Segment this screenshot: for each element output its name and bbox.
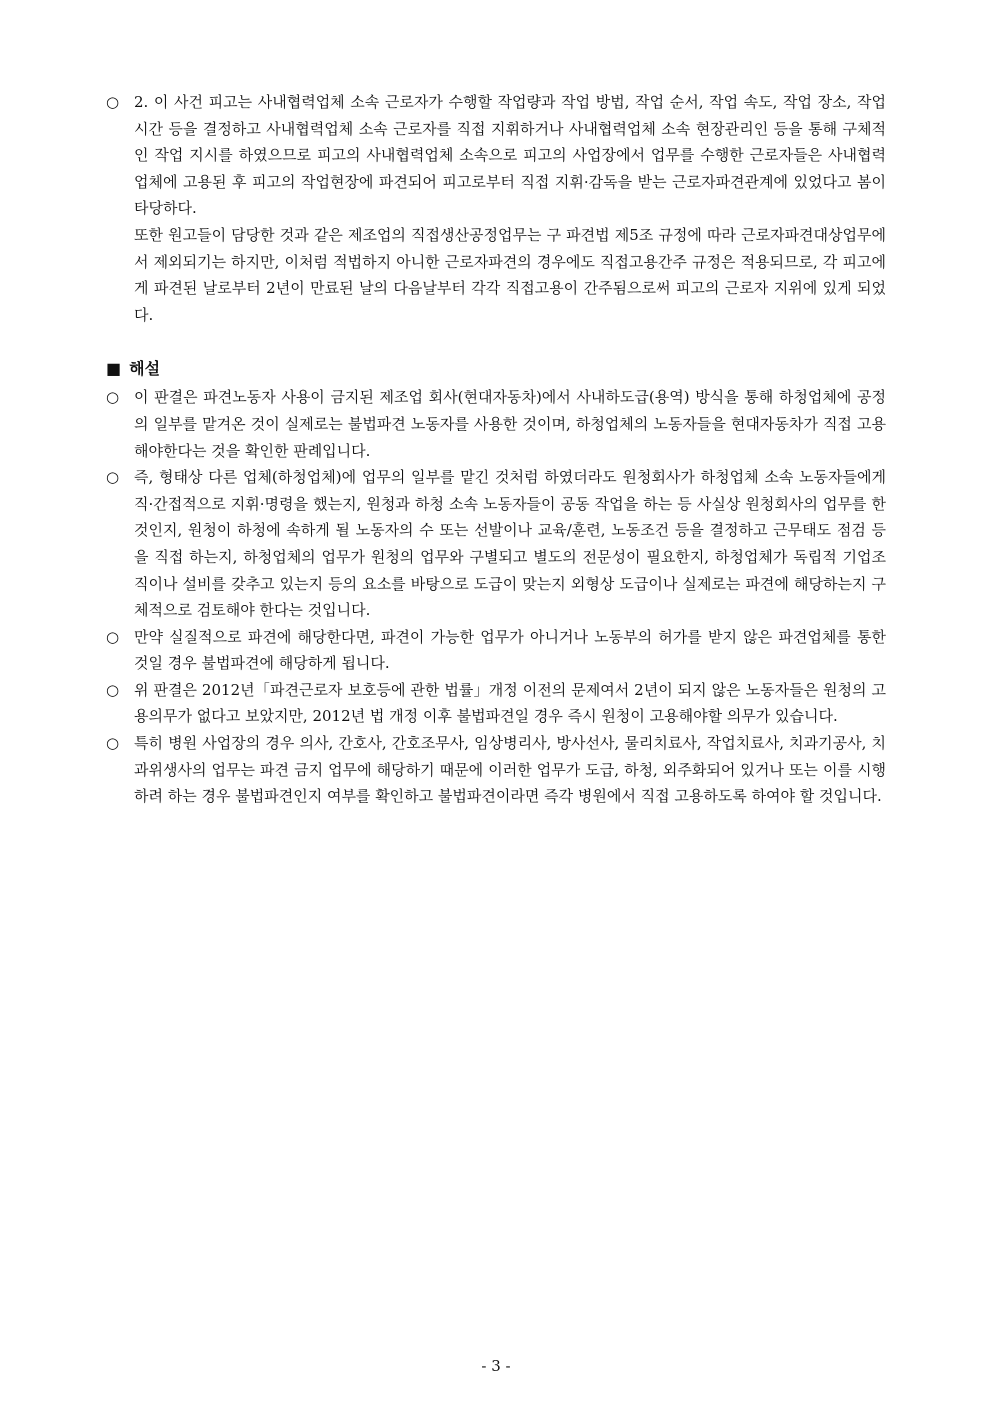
- section-heading: [106, 356, 886, 382]
- intro-paragraph-2: 또한 원고들이 담당한 것과 같은 제조업의 직접생산공정업무는 구 파견법 제5조 규정에 따라 근로자파견대상업무에서 제외되기는 하지만, 이처럼 적법하지 아니한 근로자파견의 경우에도 직접고용간주 규정은 적용되므로, 각 피고에게 파견된 날로부터 2년이 만료된 날의 다음날부터 각각 직접고용이 간주됨으로써 피고의 근로자 지위에 있게 되었다.: [134, 225, 886, 324]
- circle-bullet-icon: ○: [106, 680, 120, 699]
- document-body: [106, 89, 886, 810]
- circle-bullet-icon: ○: [106, 627, 120, 646]
- list-item: [106, 730, 886, 810]
- square-marker-icon: ■: [106, 359, 122, 379]
- intro-paragraph-1: 2. 이 사건 피고는 사내협력업체 소속 근로자가 수행할 작업량과 작업 방법, 작업 순서, 작업 속도, 작업 장소, 작업 시간 등을 결정하고 사내협력업체 소속 근로자를 직접 지휘하거나 사내협력업체 소속 현장관리인 등을 통해 구체적인 작업 지시를 하였으므로 피고의 사내협력업체 소속으로 피고의 사업장에서 업무를 수행한 근로자들은 사내협력업체에 고용된 후 피고의 작업현장에 파견되어 피고로부터 직접 지휘·감독을 받는 근로자파견관계에 있었다고 봄이 타당하다.: [134, 93, 886, 218]
- list-item-text: 위 판결은 2012년「파견근로자 보호등에 관한 법률」개정 이전의 문제여서 2년이 되지 않은 노동자들은 원청의 고용의무가 없다고 보았지만, 2012년 법 개정 이후 불법파견일 경우 즉시 원청이 고용해야할 의무가 있습니다.: [134, 680, 886, 726]
- intro-item: [106, 89, 886, 328]
- page-number: - 3 -: [481, 1357, 511, 1375]
- list-item: [106, 677, 886, 730]
- circle-bullet-icon: ○: [106, 388, 120, 407]
- circle-bullet-icon: ○: [106, 93, 120, 111]
- circle-bullet-icon: ○: [106, 734, 120, 753]
- section-title: 해설: [129, 359, 161, 379]
- list-item: [106, 624, 886, 677]
- list-item-text: 이 판결은 파견노동자 사용이 금지된 제조업 회사(현대자동차)에서 사내하도급(용역) 방식을 통해 하청업체에 공정의 일부를 맡겨온 것이 실제로는 불법파견 노동자를 사용한 것이며, 하청업체의 노동자들을 현대자동차가 직접 고용해야한다는 것을 확인한 판례입니다.: [134, 388, 886, 460]
- list-item-text: 즉, 형태상 다른 업체(하청업체)에 업무의 일부를 맡긴 것처럼 하였더라도 원청회사가 하청업체 소속 노동자들에게 직·간접적으로 지휘·명령을 했는지, 원청과 하청 소속 노동자들이 공동 작업을 하는 등 사실상 원청회사의 업무를 한 것인지, 원청이 하청에 속하게 될 노동자의 수 또는 선발이나 교육/훈련, 노동조건 등을 결정하고 근무태도 점검 등을 직접 하는지, 하청업체의 업무가 원청의 업무와 구별되고 별도의 전문성이 필요한지, 하청업체가 독립적 기업조직이나 설비를 갖추고 있는지 등의 요소를 바탕으로 도급이 맞는지 외형상 도급이나 실제로는 파견에 해당하는지 구체적으로 검토해야 한다는 것입니다.: [134, 468, 886, 620]
- list-item-text: 만약 실질적으로 파견에 해당한다면, 파견이 가능한 업무가 아니거나 노동부의 허가를 받지 않은 파견업체를 통한 것일 경우 불법파견에 해당하게 됩니다.: [134, 627, 886, 673]
- list-item-text: 특히 병원 사업장의 경우 의사, 간호사, 간호조무사, 임상병리사, 방사선사, 물리치료사, 작업치료사, 치과기공사, 치과위생사의 업무는 파견 금지 업무에 해당하기 때문에 이러한 업무가 도급, 하청, 외주화되어 있거나 또는 이를 시행하려 하는 경우 불법파견인지 여부를 확인하고 불법파견이라면 즉각 병원에서 직접 고용하도록 하여야 할 것입니다.: [134, 734, 886, 806]
- list-item: [106, 464, 886, 624]
- circle-bullet-icon: ○: [106, 468, 120, 487]
- list-item: [106, 384, 886, 464]
